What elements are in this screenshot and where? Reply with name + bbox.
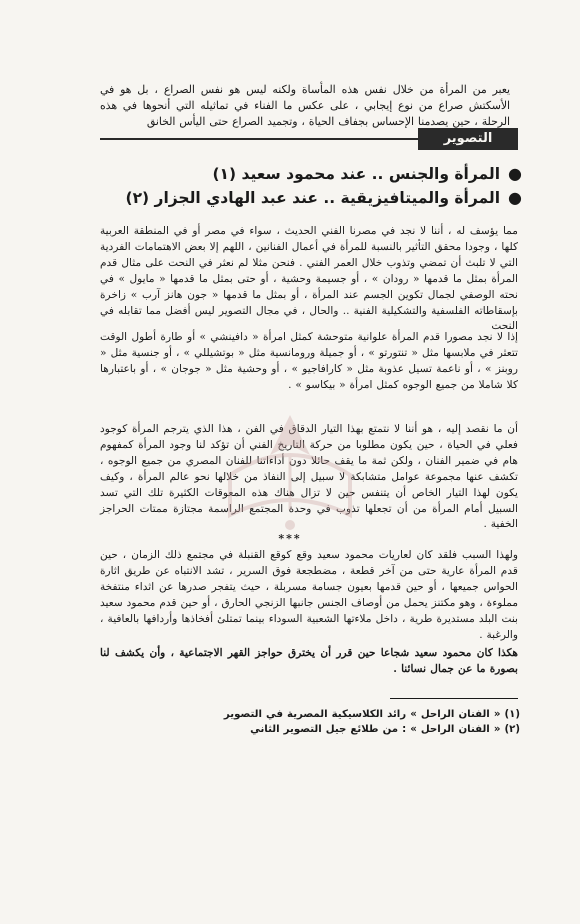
paragraph-text: إذا لا نجد مصورا قدم المرأة علوانية متوحشة كمثل امرأة « دافينشي » أو طارة أطول الوقت تتعثر في ملابسها مثل « تنتورتو » ، أو جميلة ورومانسية مثل « بوتشيللي » ، أو جنسية مثل « روبنز » ، أو ناعمة تسيل عذوبة مثل « كارافاجيو » ، أو وحشية مثل « جوجان » ، أو باعتبارها كلا شاملا من جميع الوجوه كمثل امرأة « بيكاسو » . xyxy=(100,331,518,391)
section-separator-stars: *** xyxy=(278,532,302,545)
footnotes xyxy=(80,707,520,737)
intro-paragraph xyxy=(100,82,510,130)
section-title: التصوير xyxy=(418,128,518,150)
article-headings xyxy=(82,163,522,211)
intro-text: يعبر من المرأة من خلال نفس هذه المأساة ولكنه ليس هو نفس الصراع ، بل هو في الأسكتش صراع من نوع إيجابي ، على عكس ما الفناء في تماثيله التي أنحوها في هذه الرحلة ، حين يصدمنا الإحساس بجفاف الحياة ، وتجميد الصراع حتى اليأس الخانق xyxy=(100,83,510,128)
footnote-1: (١) « الفنان الراحل » رائد الكلاسيكية المصرية في التصوير xyxy=(223,709,520,720)
body-paragraph-4 xyxy=(100,548,518,647)
paragraph-text: مما يؤسف له ، أننا لا نجد في مصرنا الفني الحديث ، سواء في مصر أو في المنطقة العربية كلها ، وجودا محقق التأثير بالنسبة للمرأة في أعمال الفنانين ، اللهم إلا بعض الاهتمامات الفردية التي لا تلبث أن تمضي وتذوب خلال العمر الفني . فنحن مثلا لم نعثر في النحت على مثال قدم المرأة بمثل ما قدمها « رودان » ، أو جسيمة وحشية ، أو حتى بمثل ما قدمها « مايول » في نحته الوصفي لجمال تكوين الجسم عند المرأة ، أو بمثل ما قدمها « جون هانز آرب » زاخرة بإسقاطاته الفلسفية والتشكيلية الفنية .. والحال ، في مجال التصوير ليس أفضل مما تقابله في النحت xyxy=(100,225,518,333)
heading-2-text: المرأة والميتافيزيقية .. عند عبد الهادي الجزار (٢) xyxy=(125,189,501,207)
section-divider-line xyxy=(100,138,418,140)
bullet-icon: ● xyxy=(508,164,522,183)
body-paragraph-2 xyxy=(100,330,518,398)
heading-2 xyxy=(82,187,522,209)
paragraph-text: أن ما نقصد إليه ، هو أننا لا نتمتع بهذا التيار الدقاق في الفن ، هذا الذي يترجم المرأة كوجود فعلي في الحياة ، حين يكون مطلوبا من حركة التاريخ الفني أن تؤكد لنا وجود المرأة كمفهوم هام في ضمير الفنان ، ولكن ثمة ما يقف حائلا دون أداءاتنا للفنان المصري من جميع الوجوه ، تكشف عنها مجموعة عوامل متشابكة لا سبيل إلى النفاذ من خلالها نحو عالم المرأة ، وكيف يكون لهذا التيار الخاص أن يتنفس حين لا تزال هناك هذه المعوقات الكثيرة تلك التي تسد السبيل أمام المرأة من أن تجعلها تذوب في وحدة المجتمع الراسمة مجتازة ممتات الحراجز الخفية . xyxy=(100,423,518,531)
footnote-divider xyxy=(390,698,518,699)
footnote-2: (٢) « الفنان الراحل » : من طلائع جيل التصوير الثاني xyxy=(250,724,520,735)
paragraph-text: ولهذا السبب فلقد كان لعاريات محمود سعيد وقع كوقع القنبلة في مجتمع ذلك الزمان ، حين قدم المرأة عارية حتى من آخر قطعة ، مضطجعة فوق السرير ، تشد الانتباه عن طريق اثارة الحواس جميعها ، أو حين قدمها بعيون جسامة مسربلة ، حيث يتفجر صدرها عن اثداء منتفخة مملوءة ، وهو مكتنز يحمل من أوصاف الجنس جانبها الزنجي الحارق ، أو حين قدم محمود سعيد بنت البلد مستديرة طرية ، داخل ملاءتها الشعبية السوداء بينما تمتلئ أفخاذها وأردافها بالعافية ، والرغبة . xyxy=(100,549,518,641)
body-paragraph-5 xyxy=(100,646,518,682)
heading-1-text: المرأة والجنس .. عند محمود سعيد (١) xyxy=(212,165,501,183)
body-paragraph-1 xyxy=(100,224,518,339)
body-paragraph-3 xyxy=(100,422,518,537)
bullet-icon: ● xyxy=(508,188,522,207)
paragraph-text: هكذا كان محمود سعيد شجاعا حين قرر أن يخترق حواجز القهر الاجتماعية ، وأن يكشف لنا بصورة ما عن جمال نسائنا . xyxy=(100,647,518,675)
heading-1 xyxy=(82,163,522,185)
